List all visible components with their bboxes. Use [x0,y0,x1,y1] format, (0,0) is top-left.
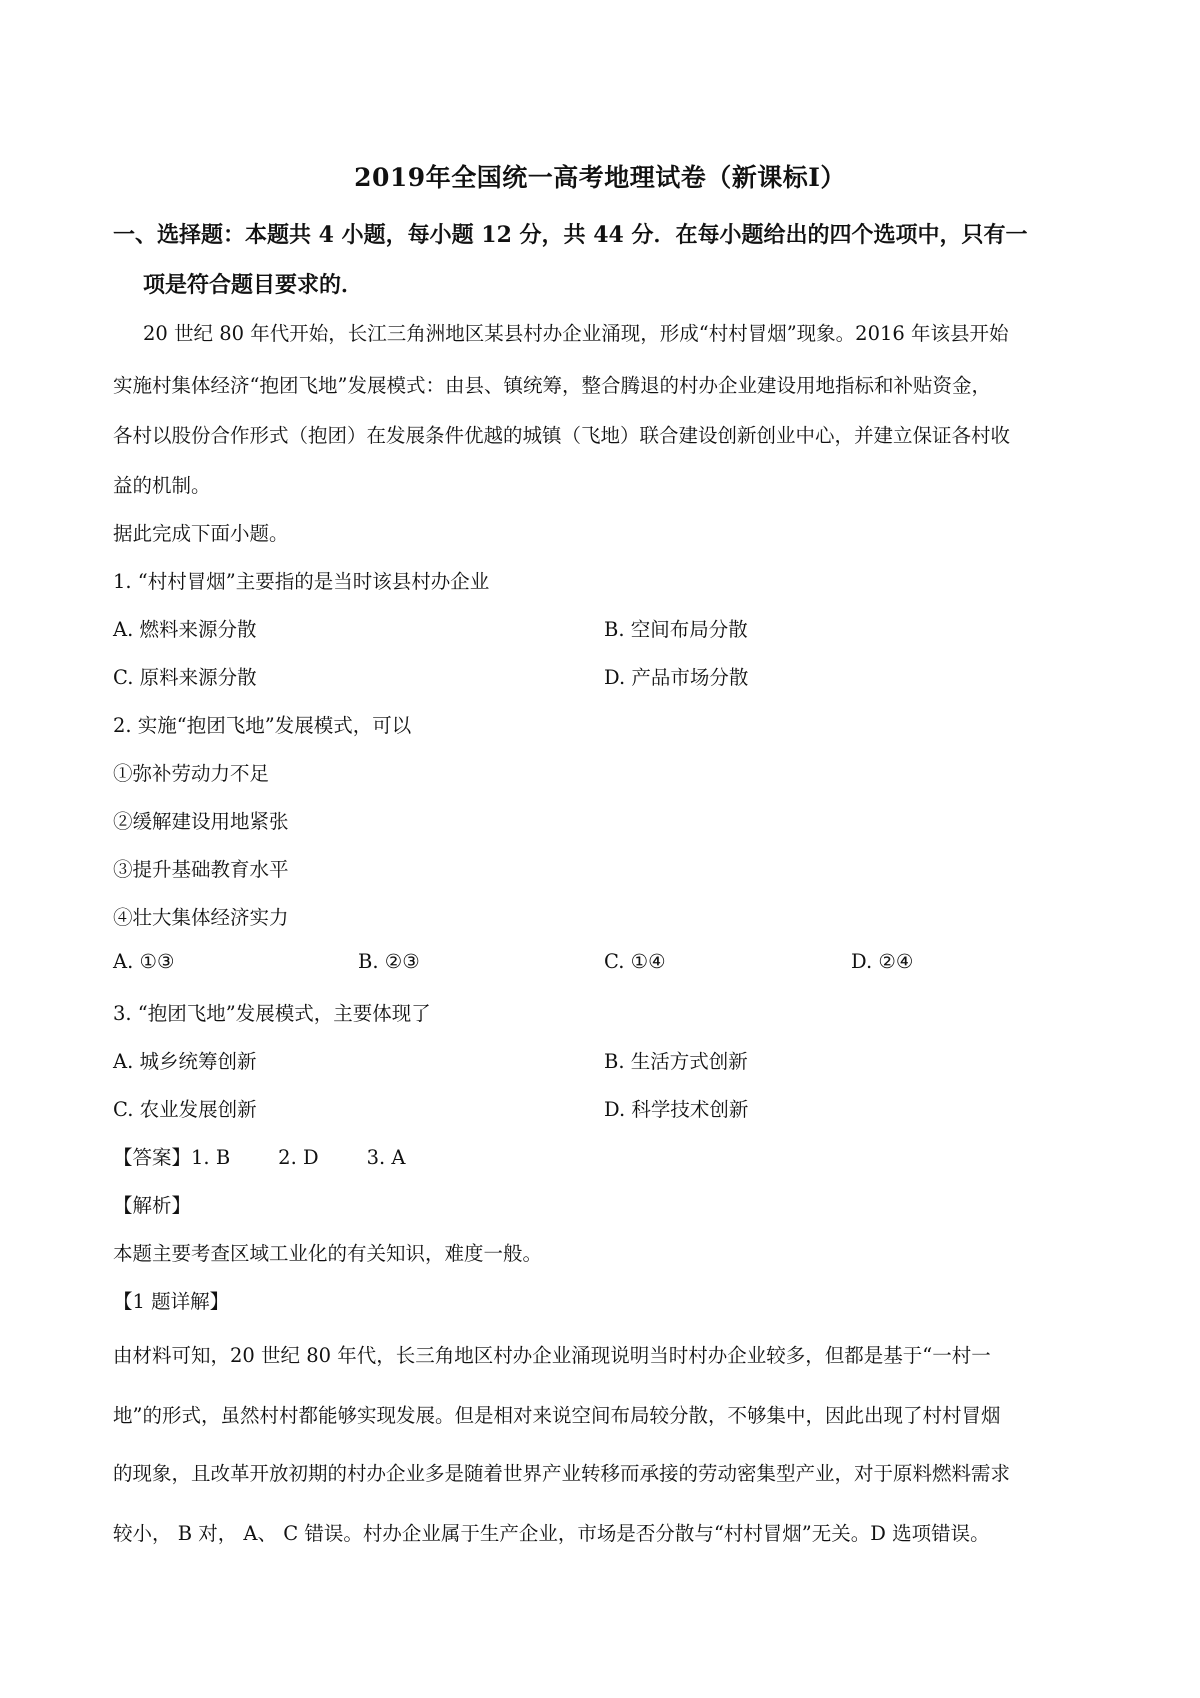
analysis-label: 【解析】 [113,1194,192,1217]
page-title: 2019年全国统一高考地理试卷（新课标I） [354,163,846,192]
answer-row [113,1142,406,1170]
q1-option-b: B. 空间布局分散 [604,618,748,641]
q1-stem: 1. “村村冒烟”主要指的是当时该县村办企业 [113,570,490,593]
q1-option-a: A. 燃料来源分散 [113,618,257,641]
q2-item-2: ②缓解建设用地紧张 [113,810,289,833]
q1-option-d: D. 产品市场分散 [604,666,749,689]
q2-option-b: B. ②③ [358,950,420,973]
q3-option-c: C. 农业发展创新 [113,1098,257,1121]
q2-option-d: D. ②④ [851,950,914,973]
q2-item-1: ①弥补劳动力不足 [113,762,270,785]
section-heading-line1: 一、选择题：本题共 4 小题，每小题 12 分，共 44 分．在每小题给出的四个选项中，只有一 [113,222,1028,248]
answer-1: 1. B [191,1146,231,1169]
q2-stem: 2. 实施“抱团飞地”发展模式，可以 [113,714,412,737]
answer-3: 3. A [366,1146,406,1169]
answer-label: 【答案】 [113,1146,192,1169]
passage-line1: 20 世纪 80 年代开始，长江三角洲地区某县村办企业涌现，形成“村村冒烟”现象。2016 年该县开始 [143,322,1009,345]
section-heading-line2: 项是符合题目要求的． [143,272,364,298]
passage-line3: 各村以股份合作形式（抱团）在发展条件优越的城镇（飞地）联合建设创新创业中心，并建立保证各村收 [113,424,1011,447]
q2-item-3: ③提升基础教育水平 [113,858,289,881]
analysis-detail-label: 【1 题详解】 [113,1290,230,1313]
q2-option-c: C. ①④ [604,950,666,973]
analysis-line4: 较小， B 对， A、 C 错误。村办企业属于生产企业，市场是否分散与“村村冒烟”无关。D 选项错误。 [113,1522,990,1545]
passage-instruction: 据此完成下面小题。 [113,522,289,545]
q2-item-4: ④壮大集体经济实力 [113,906,289,929]
analysis-line3: 的现象，且改革开放初期的村办企业多是随着世界产业转移而承接的劳动密集型产业，对于原料燃料需求 [113,1462,1011,1485]
q1-option-c: C. 原料来源分散 [113,666,257,689]
analysis-line2: 地”的形式，虽然村村都能够实现发展。但是相对来说空间布局较分散，不够集中，因此出现了村村冒烟 [113,1404,1001,1427]
analysis-intro: 本题主要考查区域工业化的有关知识，难度一般。 [113,1242,543,1265]
analysis-line1: 由材料可知，20 世纪 80 年代，长三角地区村办企业涌现说明当时村办企业较多，但都是基于“一村一 [113,1344,991,1367]
passage-line2: 实施村集体经济“抱团飞地”发展模式：由县、镇统筹，整合腾退的村办企业建设用地指标和补贴资金， [113,374,991,397]
q2-option-a: A. ①③ [113,950,175,973]
q3-option-d: D. 科学技术创新 [604,1098,749,1121]
q3-stem: 3. “抱团飞地”发展模式，主要体现了 [113,1002,431,1025]
answer-2: 2. D [278,1146,319,1169]
q3-option-a: A. 城乡统筹创新 [113,1050,257,1073]
q3-option-b: B. 生活方式创新 [604,1050,748,1073]
passage-line4: 益的机制。 [113,474,211,497]
